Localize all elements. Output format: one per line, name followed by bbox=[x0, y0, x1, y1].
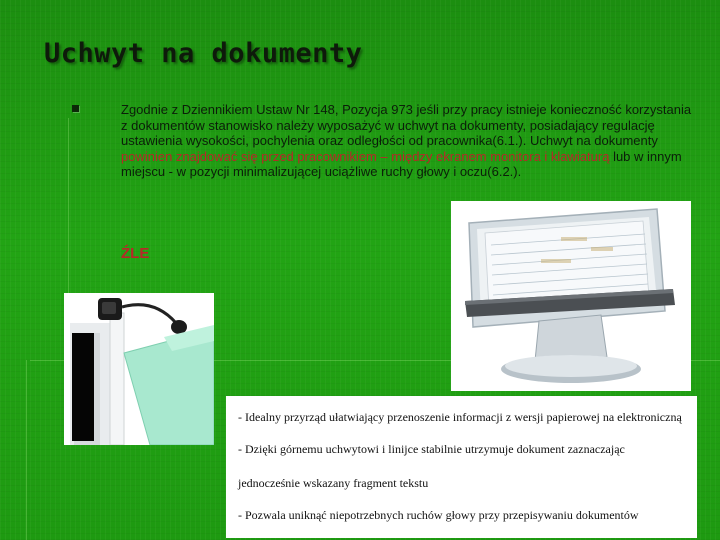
wrong-holder-illustration bbox=[64, 293, 214, 445]
body-text-highlight: powinien znajdować się przed pracownikiem – między ekranem monitora i klawiaturą bbox=[121, 148, 610, 164]
caption-box bbox=[226, 396, 697, 538]
slide-title: Uchwyt na dokumenty bbox=[44, 38, 363, 69]
caption-line-4: - Pozwala uniknąć niepotrzebnych ruchów głowy przy przepisywaniu dokumentów bbox=[238, 508, 639, 522]
correct-holder-photo bbox=[451, 201, 691, 391]
wrong-holder-photo bbox=[64, 293, 214, 445]
caption-line-1: - Idealny przyrząd ułatwiający przenoszenie informacji z wersji papierowej na elektroniczną bbox=[238, 410, 682, 424]
wrong-label: ŹLE bbox=[121, 245, 150, 262]
caption-line-2: - Dzięki górnemu uchwytowi i linijce stabilnie utrzymuje dokument zaznaczając bbox=[238, 442, 625, 456]
body-text-tail: lub w innym miejscu - w pozycji minimalizującej uciążliwe ruchy głowy i oczu(6.2.). bbox=[121, 148, 682, 180]
correct-holder-illustration bbox=[451, 201, 691, 391]
caption-line-3: jednocześnie wskazany fragment tekstu bbox=[238, 476, 429, 490]
bullet-icon bbox=[72, 105, 79, 112]
decor-stripe-vertical-2 bbox=[26, 360, 27, 540]
body-text-main: Zgodnie z Dziennikiem Ustaw Nr 148, Pozycja 973 jeśli przy pracy istnieje konieczność korzystania z dokumentów stanowisko należy wyposażyć w uchwyt na dokumenty, posiadający regulację ustawienia wysokości, pochylenia oraz odległości od pracownika(6.1.). Uchwyt na dokumenty bbox=[121, 102, 692, 149]
body-paragraph bbox=[121, 102, 701, 180]
